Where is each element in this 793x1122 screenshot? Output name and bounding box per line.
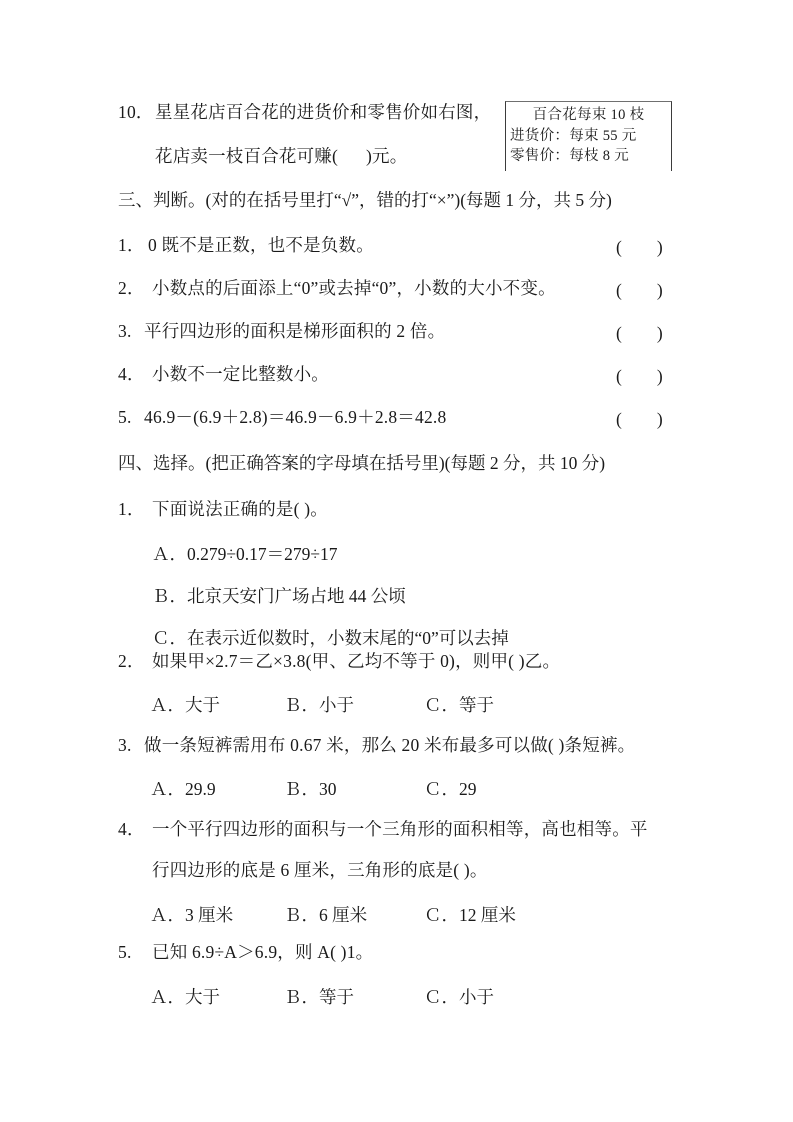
answer-blank-judge-1[interactable]: ( ): [616, 237, 663, 257]
answer-blank-judge-3[interactable]: ( ): [616, 323, 663, 343]
section-4-item-3-stem[interactable]: 做一条短裤需用布 0.67 米，那么 20 米布最多可以做( )条短裤。: [144, 735, 636, 755]
section-3-item-4-number: 4．: [118, 364, 145, 384]
section-4-item-4-option-a[interactable]: Ａ．3 厘米: [150, 905, 234, 925]
item-10-price-figure: [505, 101, 672, 171]
section-3-item-3-text: 平行四边形的面积是梯形面积的 2 倍。: [144, 321, 446, 341]
section-3-heading: 三、判断。(对的在括号里打“√”，错的打“×”)(每题 1 分，共 5 分): [118, 190, 612, 210]
section-4-item-3-option-a[interactable]: Ａ．29.9: [150, 779, 216, 799]
figure-line-purchase-price: 进货价：每束 55 元: [510, 127, 637, 144]
answer-blank-judge-2[interactable]: ( ): [616, 280, 663, 300]
section-4-item-2-number: 2．: [118, 651, 145, 671]
section-4-item-1-number: 1．: [118, 499, 145, 519]
section-4-item-1-option-c[interactable]: Ｃ．在表示近似数时，小数末尾的“0”可以去掉: [152, 628, 509, 648]
section-4-item-2-option-c[interactable]: Ｃ．等于: [424, 695, 494, 715]
section-4-item-1-option-a[interactable]: Ａ．0.279÷0.17＝279÷17: [152, 544, 338, 564]
section-4-item-4-option-c[interactable]: Ｃ．12 厘米: [424, 905, 516, 925]
item-10-line-2-prefix: 花店卖一枝百合花可赚(: [155, 146, 339, 166]
section-4-item-2-stem[interactable]: 如果甲×2.7＝乙×3.8(甲、乙均不等于 0)，则甲( )乙。: [152, 651, 561, 671]
item-10-line-1: 星星花店百合花的进货价和零售价如右图，: [155, 102, 492, 122]
section-4-item-2-option-a[interactable]: Ａ．大于: [150, 695, 220, 715]
section-4-item-3-option-b[interactable]: Ｂ．30: [284, 779, 337, 799]
section-4-item-3-option-c[interactable]: Ｃ．29: [424, 779, 477, 799]
section-3-item-1-number: 1．: [118, 235, 145, 255]
section-4-item-4-stem-line-1: 一个平行四边形的面积与一个三角形的面积相等，高也相等。平: [152, 819, 648, 839]
section-3-item-1-text: 0 既不是正数，也不是负数。: [148, 235, 374, 255]
section-4-item-1-option-b[interactable]: Ｂ．北京天安门广场占地 44 公顷: [152, 586, 406, 606]
section-3-item-4-text: 小数不一定比整数小。: [152, 364, 329, 384]
section-3-item-3-number: 3.: [118, 321, 132, 341]
section-4-item-4-option-b[interactable]: Ｂ．6 厘米: [284, 905, 368, 925]
section-4-item-3-number: 3.: [118, 735, 132, 755]
section-4-item-5-option-c[interactable]: Ｃ．小于: [424, 987, 494, 1007]
section-3-item-5-number: 5.: [118, 407, 132, 427]
section-3-item-2-number: 2．: [118, 278, 145, 298]
figure-line-bundle: 百合花每束 10 枝: [532, 107, 645, 123]
section-3-item-5-text: 46.9－(6.9＋2.8)＝46.9－6.9＋2.8＝42.8: [144, 407, 447, 427]
figure-line-retail-price: 零售价：每枝 8 元: [510, 148, 629, 165]
section-4-item-5-stem[interactable]: 已知 6.9÷A＞6.9，则 A( )1。: [152, 942, 374, 962]
section-4-item-4-stem-line-2[interactable]: 行四边形的底是 6 厘米，三角形的底是( )。: [152, 860, 488, 880]
answer-blank-judge-5[interactable]: ( ): [616, 409, 663, 429]
item-10-number: 10．: [118, 102, 154, 122]
section-3-item-2-text: 小数点的后面添上“0”或去掉“0”，小数的大小不变。: [152, 278, 556, 298]
section-4-item-1-stem[interactable]: 下面说法正确的是( )。: [152, 499, 328, 519]
section-4-item-5-number: 5.: [118, 942, 132, 962]
section-4-item-5-option-b[interactable]: Ｂ．等于: [284, 987, 354, 1007]
section-4-heading: 四、选择。(把正确答案的字母填在括号里)(每题 2 分，共 10 分): [118, 453, 606, 473]
section-4-item-4-number: 4．: [118, 819, 145, 839]
item-10-line-2-suffix: )元。: [366, 146, 408, 166]
section-4-item-5-option-a[interactable]: Ａ．大于: [150, 987, 220, 1007]
section-4-item-2-option-b[interactable]: Ｂ．小于: [284, 695, 354, 715]
answer-blank-judge-4[interactable]: ( ): [616, 366, 663, 386]
